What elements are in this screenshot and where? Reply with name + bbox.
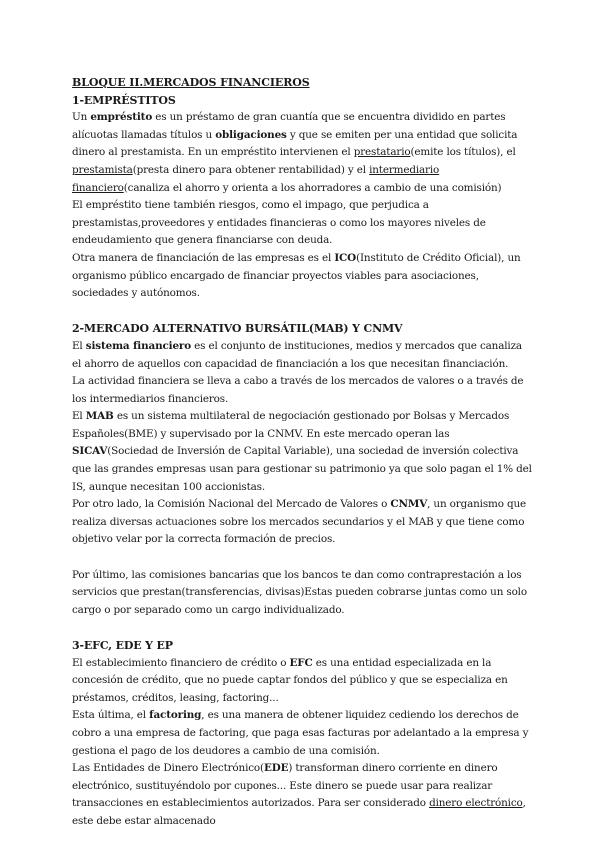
paragraph: Esta última, el factoring, es una manera de obtener liquidez cediendo los derechos de cobro a una empresa de factoring, que paga esas facturas por adelantado a la empresa y gestiona el pago de los deudores a cambio de una comisión. xyxy=(72,709,529,757)
bold-term: CNMV xyxy=(390,498,428,511)
paragraph: Por otro lado, la Comisión Nacional del Mercado de Valores o CNMV, un organismo que realiza diversas actuaciones sobre los mercados secundarios y el MAB y que tiene como objetivo velar por la correcta formación de precios. xyxy=(72,498,527,546)
spacer xyxy=(72,303,532,321)
paragraph: El sistema financiero es el conjunto de instituciones, medios y mercados que canaliza el ahorro de aquellos con capacidad de financiación a los que necesitan financiación. xyxy=(72,339,522,370)
bold-term: EDE xyxy=(263,762,289,775)
underlined-term: dinero electrónico xyxy=(429,797,523,810)
bold-term: factoring xyxy=(149,709,202,722)
bold-term: EFC xyxy=(289,656,313,669)
paragraph: Las Entidades de Dinero Electrónico(EDE) transforman dinero corriente en dinero electrónico, sustituyéndolo por cupones... Este dinero se puede usar para realizar transacciones en establecimientos autorizados. Para ser considerado dinero electrónico, este debe estar almacenado xyxy=(72,762,526,827)
spacer xyxy=(72,549,532,567)
section-heading-efc-ede-ep: 3-EFC, EDE Y EP xyxy=(72,639,173,652)
underlined-term: prestamista xyxy=(72,163,133,176)
bold-term: sistema financiero xyxy=(85,339,192,352)
section-heading-mab-cnmv: 2-MERCADO ALTERNATIVO BURSÁTIL(MAB) Y CNMV xyxy=(72,322,403,336)
underlined-term: prestatario xyxy=(353,146,411,159)
paragraph: El establecimiento financiero de crédito o EFC es una entidad especializada en la concesión de crédito, que no puede captar fondos del público y que se especializa en préstamos, créditos, leasing, factoring... xyxy=(72,656,508,704)
document-title: BLOQUE II.MERCADOS FINANCIEROS xyxy=(72,76,310,89)
bold-term: ICO xyxy=(334,251,357,264)
document-body xyxy=(72,74,532,831)
bold-term: MAB xyxy=(85,410,114,423)
paragraph: Por último, las comisiones bancarias que los bancos te dan como contraprestación a los servicios que prestan(transferencias, divisas)Estas pueden cobrarse juntas como un solo cargo o por separado como un cargo individualizado. xyxy=(72,568,527,616)
underlined-term: intermediario financiero xyxy=(72,163,440,194)
paragraph: Otra manera de financiación de las empresas es el ICO(Instituto de Crédito Oficial), un organismo público encargado de financiar proyectos viables para asociaciones, sociedades y autónomos. xyxy=(72,251,521,300)
section-heading-emprestitos: 1-EMPRÉSTITOS xyxy=(72,93,176,107)
paragraph: El empréstito tiene también riesgos, como el impago, que perjudica a prestamistas,proveedores y entidades financieras o como los mayores niveles de endeudamiento que genera financiarse con deuda. xyxy=(72,199,486,247)
bold-term: SICAV xyxy=(72,445,108,458)
paragraph: La actividad financiera se lleva a cabo a través de los mercados de valores o a través de los intermediarios financieros. xyxy=(72,375,524,405)
spacer xyxy=(72,619,532,637)
bold-term: obligaciones xyxy=(215,128,287,141)
bold-term: empréstito xyxy=(90,111,153,124)
paragraph: El MAB es un sistema multilateral de negociación gestionado por Bolsas y Mercados Españoles(BME) y supervisado por la CNMV. En este mercado operan las SICAV(Sociedad de Inversión de Capital Variable), una sociedad de inversión colectiva que las grandes empresas usan para gestionar su patrimonio ya que solo pagan el 1% del IS, aunque necesitan 100 accionistas. xyxy=(72,410,532,493)
paragraph: Un empréstito es un préstamo de gran cuantía que se encuentra dividido en partes alícuotas llamadas títulos u obligaciones y que se emiten per una entidad que solicita dinero al prestamista. En un empréstito intervienen el prestatario(emite los títulos), el prestamista(presta dinero para obtener rentabilidad) y el intermediario financiero(canaliza el ahorro y orienta a los ahorradores a cambio de una comisión) xyxy=(72,111,518,194)
